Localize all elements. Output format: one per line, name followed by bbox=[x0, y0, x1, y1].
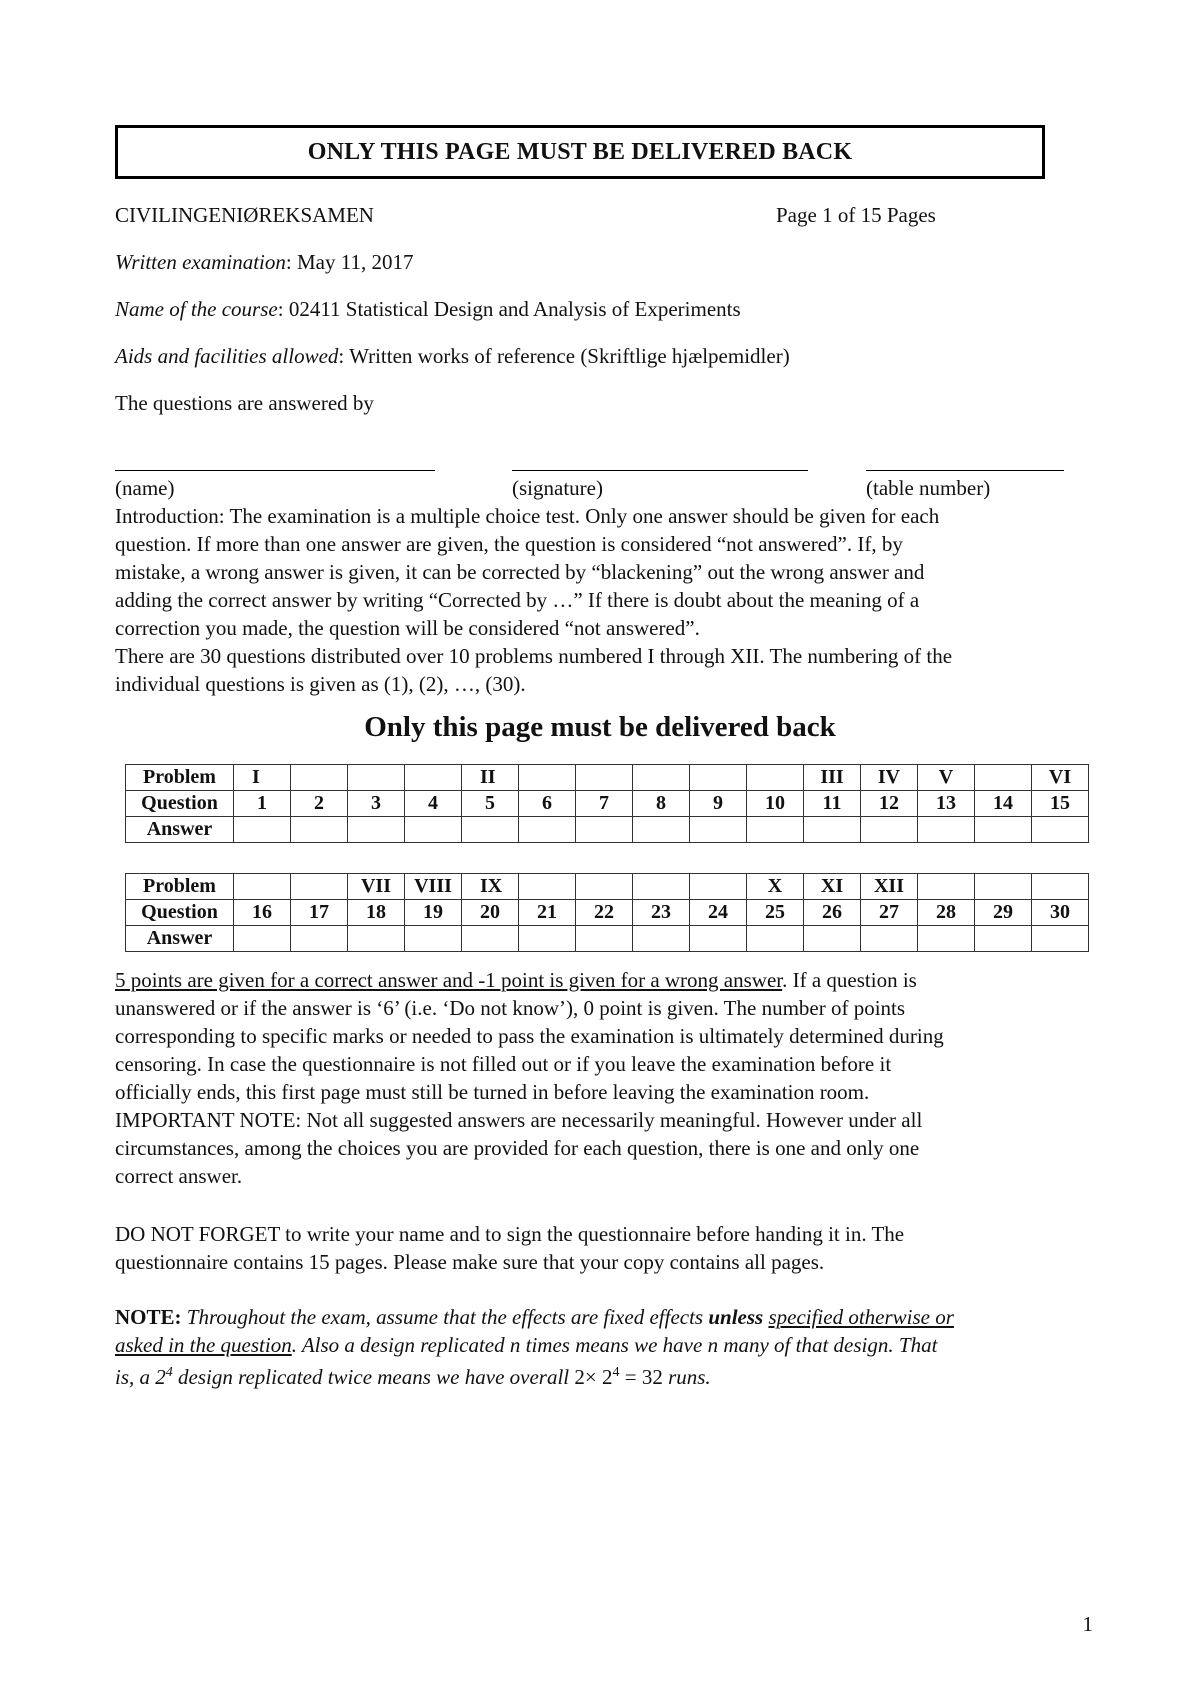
reminder-line: questionnaire contains 15 pages. Please make sure that your copy contains all pages. bbox=[115, 1250, 825, 1274]
question-cell: 14 bbox=[975, 791, 1032, 817]
table-number-line[interactable] bbox=[866, 470, 1064, 471]
answer-table-2 bbox=[125, 873, 1089, 952]
answered-by: The questions are answered by bbox=[115, 391, 374, 415]
scoring-line: circumstances, among the choices you are provided for each question, there is one and only one bbox=[115, 1136, 920, 1160]
written-exam-line bbox=[115, 248, 413, 276]
note-text: runs. bbox=[662, 1365, 711, 1389]
question-cell: 1 bbox=[234, 791, 291, 817]
scoring-rules bbox=[115, 966, 1105, 1190]
answer-cell[interactable] bbox=[291, 817, 348, 843]
note-line bbox=[115, 1331, 1105, 1359]
answer-cell[interactable] bbox=[690, 926, 747, 952]
scoring-line bbox=[115, 966, 1105, 994]
course-label: Name of the course bbox=[115, 297, 278, 321]
answer-cell[interactable] bbox=[747, 926, 804, 952]
reminder-line: DO NOT FORGET to write your name and to sign the questionnaire before handing it in. The bbox=[115, 1222, 905, 1246]
answer-cell[interactable] bbox=[519, 926, 576, 952]
question-cell: 12 bbox=[861, 791, 918, 817]
question-cell: 7 bbox=[576, 791, 633, 817]
question-cell: 5 bbox=[462, 791, 519, 817]
question-cell: 22 bbox=[576, 900, 633, 926]
answer-cell[interactable] bbox=[234, 817, 291, 843]
scoring-underlined: 5 points are given for a correct answer and -1 point is given for a wrong answer bbox=[115, 968, 783, 992]
answer-cell[interactable] bbox=[633, 926, 690, 952]
note-label: NOTE: bbox=[115, 1305, 182, 1329]
problem-label: Problem bbox=[126, 765, 234, 791]
name-caption: (name) bbox=[115, 476, 175, 500]
answer-cell[interactable] bbox=[519, 817, 576, 843]
answer-row bbox=[126, 926, 1089, 952]
answer-table-1 bbox=[125, 764, 1089, 843]
section-heading: Only this page must be delivered back bbox=[364, 711, 836, 743]
question-cell: 11 bbox=[804, 791, 861, 817]
table-number-caption: (table number) bbox=[866, 476, 991, 500]
question-cell: 18 bbox=[348, 900, 405, 926]
answer-label: Answer bbox=[126, 926, 234, 952]
question-cell: 2 bbox=[291, 791, 348, 817]
aids-value: : Written works of reference (Skriftlige hjælpemidler) bbox=[338, 344, 790, 368]
page-number: 1 bbox=[1082, 1612, 1093, 1636]
note-line bbox=[115, 1359, 1105, 1391]
problem-cell bbox=[576, 765, 633, 791]
note-formula: = 32 bbox=[619, 1365, 663, 1389]
course-value: : 02411 Statistical Design and Analysis of Experiments bbox=[277, 297, 741, 321]
problem-cell bbox=[234, 874, 291, 900]
problem-cell: X bbox=[747, 874, 804, 900]
problem-cell bbox=[348, 765, 405, 791]
question-label: Question bbox=[126, 900, 234, 926]
aids-line bbox=[115, 342, 790, 370]
question-cell: 3 bbox=[348, 791, 405, 817]
scoring-line: IMPORTANT NOTE: Not all suggested answers are necessarily meaningful. However under all bbox=[115, 1108, 923, 1132]
note-text: Throughout the exam, assume that the effects are fixed effects bbox=[181, 1305, 709, 1329]
answer-label: Answer bbox=[126, 817, 234, 843]
note-line bbox=[115, 1303, 1105, 1331]
question-cell: 21 bbox=[519, 900, 576, 926]
aids-label: Aids and facilities allowed bbox=[115, 344, 339, 368]
question-cell: 20 bbox=[462, 900, 519, 926]
problem-cell bbox=[633, 765, 690, 791]
question-cell: 19 bbox=[405, 900, 462, 926]
intro-line: There are 30 questions distributed over 10 problems numbered I through XII. The numbering of the bbox=[115, 644, 953, 668]
scoring-line: censoring. In case the questionnaire is not filled out or if you leave the examination before it bbox=[115, 1052, 892, 1076]
answer-row bbox=[126, 817, 1089, 843]
problem-row bbox=[126, 765, 1089, 791]
question-cell: 29 bbox=[975, 900, 1032, 926]
question-cell: 15 bbox=[1032, 791, 1089, 817]
problem-cell: I bbox=[234, 765, 291, 791]
problem-cell: XII bbox=[861, 874, 918, 900]
scoring-rest: . If a question is bbox=[782, 968, 917, 992]
answer-cell[interactable] bbox=[576, 817, 633, 843]
intro-line: question. If more than one answer are given, the question is considered “not answered”. If, by bbox=[115, 532, 903, 556]
note-text: . Also a design replicated n times means we have n many of that design. That bbox=[291, 1333, 938, 1357]
question-cell: 25 bbox=[747, 900, 804, 926]
scoring-line: unanswered or if the answer is ‘6’ (i.e. ‘Do not know’), 0 point is given. The number of points bbox=[115, 996, 906, 1020]
answer-cell[interactable] bbox=[234, 926, 291, 952]
question-row bbox=[126, 900, 1089, 926]
question-cell: 13 bbox=[918, 791, 975, 817]
written-exam-value: : May 11, 2017 bbox=[285, 250, 414, 274]
problem-cell bbox=[975, 874, 1032, 900]
answer-cell[interactable] bbox=[861, 817, 918, 843]
problem-label: Problem bbox=[126, 874, 234, 900]
question-cell: 10 bbox=[747, 791, 804, 817]
problem-cell bbox=[291, 874, 348, 900]
question-cell: 8 bbox=[633, 791, 690, 817]
problem-cell: III bbox=[804, 765, 861, 791]
intro-line: Introduction: The examination is a multiple choice test. Only one answer should be given for each bbox=[115, 504, 940, 528]
intro-line: adding the correct answer by writing “Corrected by …” If there is doubt about the meaning of a bbox=[115, 588, 920, 612]
problem-cell: V bbox=[918, 765, 975, 791]
problem-cell bbox=[1032, 874, 1089, 900]
problem-cell: XI bbox=[804, 874, 861, 900]
problem-cell: VII bbox=[348, 874, 405, 900]
intro-line: individual questions is given as (1), (2), …, (30). bbox=[115, 672, 526, 696]
answer-cell[interactable] bbox=[405, 926, 462, 952]
question-cell: 24 bbox=[690, 900, 747, 926]
question-label: Question bbox=[126, 791, 234, 817]
question-cell: 17 bbox=[291, 900, 348, 926]
question-cell: 26 bbox=[804, 900, 861, 926]
scoring-line: correct answer. bbox=[115, 1164, 243, 1188]
answer-cell[interactable] bbox=[1032, 926, 1089, 952]
problem-cell bbox=[633, 874, 690, 900]
question-cell: 30 bbox=[1032, 900, 1089, 926]
problem-cell: VI bbox=[1032, 765, 1089, 791]
intro-line: mistake, a wrong answer is given, it can be corrected by “blackening” out the wrong answer and bbox=[115, 560, 925, 584]
answer-cell[interactable] bbox=[348, 926, 405, 952]
answer-cell[interactable] bbox=[462, 817, 519, 843]
answer-cell[interactable] bbox=[804, 817, 861, 843]
scoring-line: corresponding to specific marks or needed to pass the examination is ultimately determined during bbox=[115, 1024, 944, 1048]
problem-cell bbox=[576, 874, 633, 900]
exam-title: CIVILINGENIØREKSAMEN bbox=[115, 203, 374, 227]
question-cell: 6 bbox=[519, 791, 576, 817]
name-line[interactable] bbox=[115, 470, 435, 471]
scoring-line: officially ends, this first page must still be turned in before leaving the examination room. bbox=[115, 1080, 870, 1104]
course-line bbox=[115, 295, 741, 323]
page-count: Page 1 of 15 Pages bbox=[776, 203, 936, 227]
problem-cell: VIII bbox=[405, 874, 462, 900]
answer-cell[interactable] bbox=[462, 926, 519, 952]
answer-cell[interactable] bbox=[804, 926, 861, 952]
question-cell: 27 bbox=[861, 900, 918, 926]
intro-line: correction you made, the question will be considered “not answered”. bbox=[115, 616, 700, 640]
problem-cell: IV bbox=[861, 765, 918, 791]
problem-cell: IX bbox=[462, 874, 519, 900]
answer-cell[interactable] bbox=[747, 817, 804, 843]
problem-cell bbox=[519, 874, 576, 900]
note-text: is, a 2 bbox=[115, 1365, 166, 1389]
answer-cell[interactable] bbox=[405, 817, 462, 843]
question-row bbox=[126, 791, 1089, 817]
note-underlined: asked in the question bbox=[115, 1333, 292, 1357]
written-exam-label: Written examination bbox=[115, 250, 286, 274]
problem-cell bbox=[405, 765, 462, 791]
note-formula: 2× 2 bbox=[574, 1365, 613, 1389]
question-cell: 23 bbox=[633, 900, 690, 926]
problem-cell bbox=[747, 765, 804, 791]
answer-cell[interactable] bbox=[861, 926, 918, 952]
problem-cell bbox=[975, 765, 1032, 791]
problem-cell bbox=[918, 874, 975, 900]
problem-row bbox=[126, 874, 1089, 900]
signature-line[interactable] bbox=[512, 470, 808, 471]
answer-cell[interactable] bbox=[348, 817, 405, 843]
answer-cell[interactable] bbox=[918, 926, 975, 952]
question-cell: 4 bbox=[405, 791, 462, 817]
problem-cell bbox=[291, 765, 348, 791]
answer-cell[interactable] bbox=[1032, 817, 1089, 843]
answer-cell[interactable] bbox=[975, 817, 1032, 843]
note-text: design replicated twice means we have overall bbox=[172, 1365, 575, 1389]
problem-cell bbox=[690, 765, 747, 791]
note-underlined: specified otherwise or bbox=[768, 1305, 954, 1329]
note-exponent: 4 bbox=[612, 1365, 620, 1380]
answer-cell[interactable] bbox=[975, 926, 1032, 952]
question-cell: 9 bbox=[690, 791, 747, 817]
note-unless: unless bbox=[708, 1305, 764, 1329]
answer-cell[interactable] bbox=[291, 926, 348, 952]
reminder bbox=[115, 1220, 1105, 1276]
note bbox=[115, 1303, 1105, 1391]
note-exponent: 4 bbox=[165, 1365, 173, 1380]
signature-caption: (signature) bbox=[512, 476, 603, 500]
answer-cell[interactable] bbox=[690, 817, 747, 843]
question-cell: 16 bbox=[234, 900, 291, 926]
answer-cell[interactable] bbox=[633, 817, 690, 843]
problem-cell bbox=[690, 874, 747, 900]
introduction bbox=[115, 502, 1105, 698]
delivery-banner: ONLY THIS PAGE MUST BE DELIVERED BACK bbox=[115, 125, 1045, 179]
problem-cell: II bbox=[462, 765, 519, 791]
question-cell: 28 bbox=[918, 900, 975, 926]
answer-cell[interactable] bbox=[918, 817, 975, 843]
answer-cell[interactable] bbox=[576, 926, 633, 952]
problem-cell bbox=[519, 765, 576, 791]
